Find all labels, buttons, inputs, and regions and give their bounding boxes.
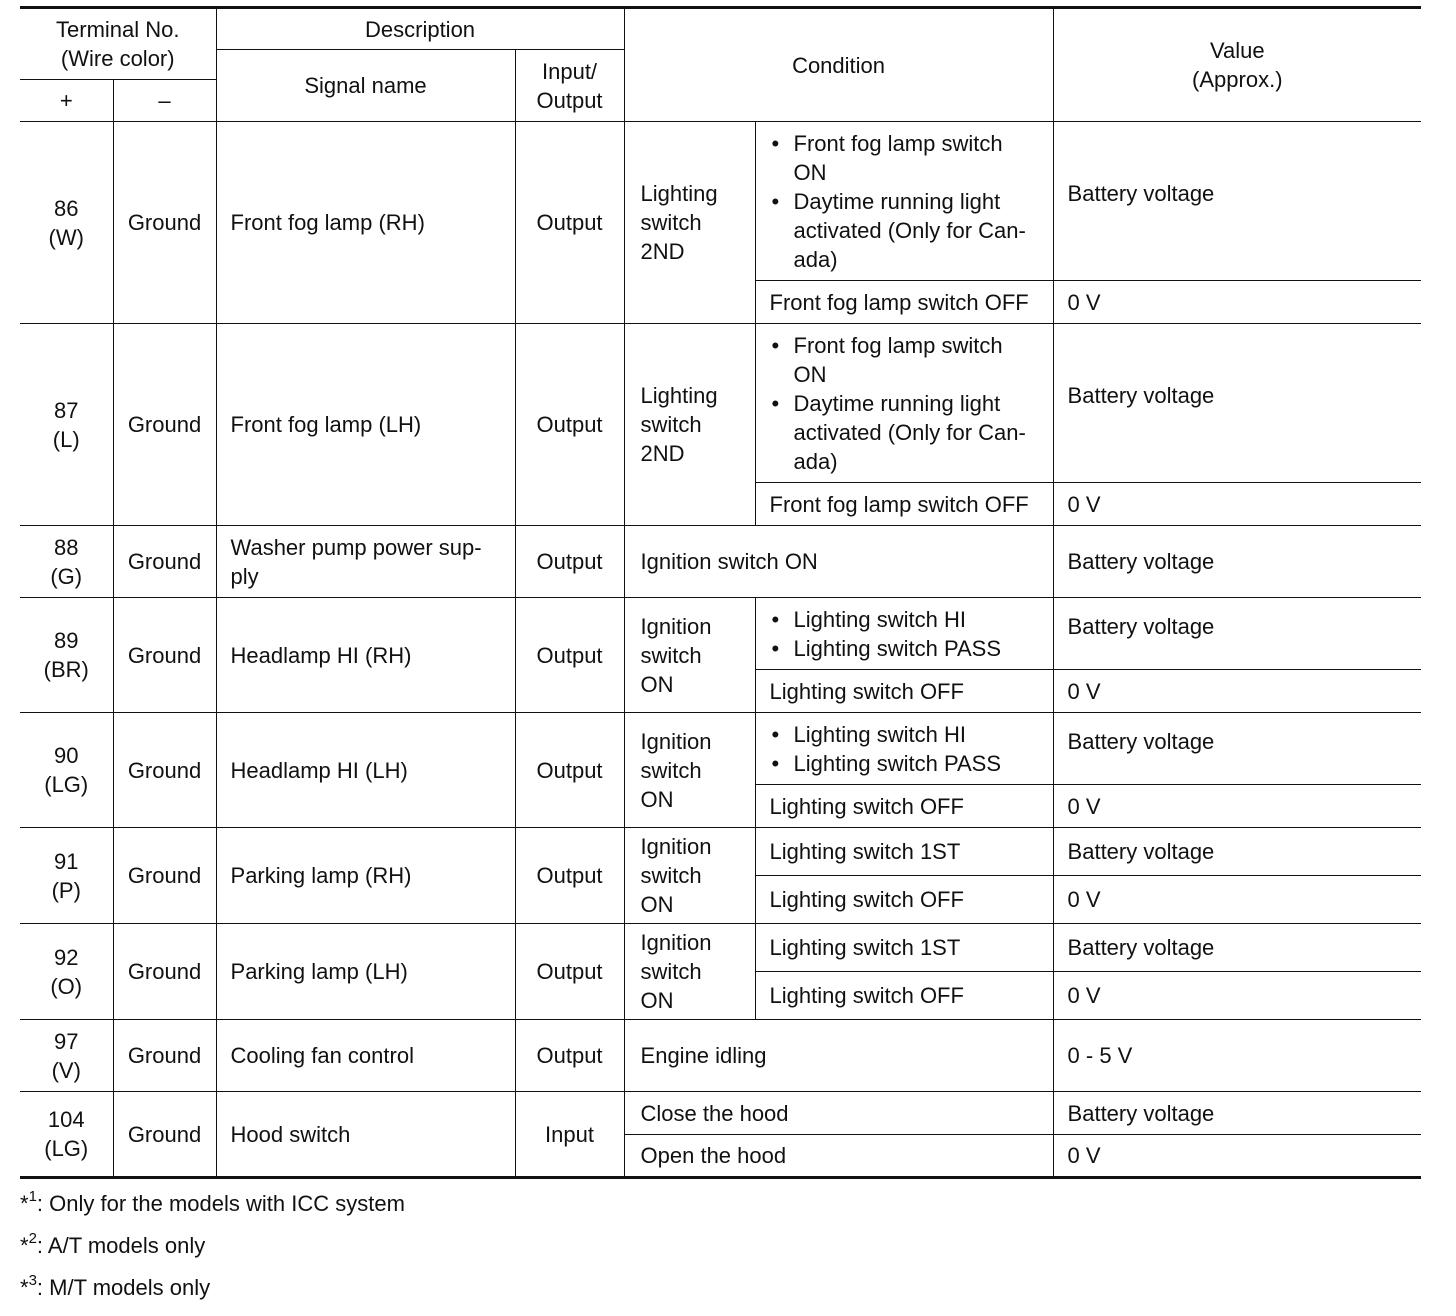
signal-name-cell: Cooling fan control <box>216 1020 515 1092</box>
input-output-cell: Output <box>515 828 624 924</box>
condition-main-cell: Ignition switch ON <box>624 924 755 1020</box>
table-row <box>20 598 1421 670</box>
ground-cell: Ground <box>113 924 216 1020</box>
footnote-text: : A/T models only <box>36 1233 206 1258</box>
table-row <box>20 324 1421 483</box>
terminal-cell: 104 (LG) <box>20 1092 113 1178</box>
value-cell: Battery voltage <box>1053 324 1421 483</box>
ground-cell: Ground <box>113 324 216 526</box>
condition-main-cell: Ignition switch ON <box>624 598 755 713</box>
header-input-output: Input/ Output <box>515 50 624 122</box>
ground-cell: Ground <box>113 526 216 598</box>
condition-bullet-item: • Lighting switch HI <box>770 720 1039 749</box>
input-output-cell: Output <box>515 1020 624 1092</box>
table-row <box>20 526 1421 598</box>
condition-detail-cell <box>755 713 1053 785</box>
table-row <box>20 713 1421 785</box>
ground-cell: Ground <box>113 713 216 828</box>
condition-bullet-item: • Lighting switch HI <box>770 605 1039 634</box>
header-terminal: Terminal No. (Wire color) <box>20 8 216 80</box>
connector-terminal-document <box>20 6 1421 1316</box>
condition-bullet-list <box>770 331 1039 476</box>
condition-detail-cell: Lighting switch OFF <box>755 972 1053 1020</box>
table-row <box>20 1020 1421 1092</box>
table-row <box>20 1092 1421 1135</box>
terminal-cell: 91 (P) <box>20 828 113 924</box>
condition-bullet-list <box>770 129 1039 274</box>
header-value: Value (Approx.) <box>1053 8 1421 122</box>
condition-cell: Ignition switch ON <box>624 526 1053 598</box>
terminal-value-table <box>20 6 1421 1179</box>
value-cell: 0 V <box>1053 1135 1421 1178</box>
signal-name-cell: Washer pump power sup-ply <box>216 526 515 598</box>
ground-cell: Ground <box>113 598 216 713</box>
value-cell: 0 V <box>1053 670 1421 713</box>
header-plus: + <box>20 80 113 122</box>
ground-cell: Ground <box>113 828 216 924</box>
condition-detail-cell: Lighting switch OFF <box>755 670 1053 713</box>
value-cell: 0 V <box>1053 281 1421 324</box>
signal-name-cell: Headlamp HI (LH) <box>216 713 515 828</box>
value-cell: 0 V <box>1053 972 1421 1020</box>
input-output-cell: Input <box>515 1092 624 1178</box>
value-cell: Battery voltage <box>1053 828 1421 876</box>
condition-detail-cell <box>755 598 1053 670</box>
condition-detail-cell <box>755 122 1053 281</box>
condition-cell: Open the hood <box>624 1135 1053 1178</box>
terminal-cell: 86 (W) <box>20 122 113 324</box>
header-description: Description <box>216 8 624 50</box>
condition-detail-cell: Lighting switch OFF <box>755 876 1053 924</box>
condition-main-cell: Lighting switch 2ND <box>624 324 755 526</box>
condition-bullet-item: • Daytime running light activated (Only for Can-ada) <box>770 187 1039 274</box>
condition-main-cell: Ignition switch ON <box>624 828 755 924</box>
condition-detail-cell <box>755 324 1053 483</box>
input-output-cell: Output <box>515 122 624 324</box>
footnote <box>20 1271 1421 1302</box>
footnote <box>20 1229 1421 1260</box>
condition-detail-cell: Lighting switch 1ST <box>755 828 1053 876</box>
value-cell: 0 V <box>1053 483 1421 526</box>
signal-name-cell: Front fog lamp (RH) <box>216 122 515 324</box>
input-output-cell: Output <box>515 924 624 1020</box>
value-cell: Battery voltage <box>1053 713 1421 785</box>
condition-bullet-item: • Lighting switch PASS <box>770 749 1039 778</box>
footnote-number: 1 <box>28 1187 37 1205</box>
condition-bullet-item: • Lighting switch PASS <box>770 634 1039 663</box>
condition-detail-cell: Front fog lamp switch OFF <box>755 281 1053 324</box>
signal-name-cell: Parking lamp (RH) <box>216 828 515 924</box>
value-cell: Battery voltage <box>1053 122 1421 281</box>
table-row <box>20 122 1421 281</box>
condition-bullet-item: • Daytime running light activated (Only for Can-ada) <box>770 389 1039 476</box>
table-row <box>20 828 1421 876</box>
condition-cell: Close the hood <box>624 1092 1053 1135</box>
value-cell: Battery voltage <box>1053 598 1421 670</box>
footnote-mark: * <box>20 1191 29 1216</box>
header-condition: Condition <box>624 8 1053 122</box>
footnote-text: : M/T models only <box>36 1275 211 1300</box>
condition-cell: Engine idling <box>624 1020 1053 1092</box>
ground-cell: Ground <box>113 122 216 324</box>
condition-bullet-item: • Front fog lamp switch ON <box>770 129 1039 187</box>
terminal-cell: 88 (G) <box>20 526 113 598</box>
signal-name-cell: Hood switch <box>216 1092 515 1178</box>
ground-cell: Ground <box>113 1020 216 1092</box>
terminal-cell: 89 (BR) <box>20 598 113 713</box>
condition-bullet-list <box>770 720 1039 778</box>
signal-name-cell: Front fog lamp (LH) <box>216 324 515 526</box>
footnote-mark: * <box>20 1233 29 1258</box>
value-cell: 0 - 5 V <box>1053 1020 1421 1092</box>
condition-bullet-list <box>770 605 1039 663</box>
input-output-cell: Output <box>515 324 624 526</box>
input-output-cell: Output <box>515 526 624 598</box>
signal-name-cell: Headlamp HI (RH) <box>216 598 515 713</box>
ground-cell: Ground <box>113 1092 216 1178</box>
condition-detail-cell: Lighting switch 1ST <box>755 924 1053 972</box>
table-row <box>20 924 1421 972</box>
terminal-cell: 92 (O) <box>20 924 113 1020</box>
value-cell: 0 V <box>1053 785 1421 828</box>
terminal-cell: 90 (LG) <box>20 713 113 828</box>
value-cell: Battery voltage <box>1053 1092 1421 1135</box>
input-output-cell: Output <box>515 713 624 828</box>
header-minus: – <box>113 80 216 122</box>
footnote-number: 3 <box>28 1271 37 1289</box>
value-cell: Battery voltage <box>1053 526 1421 598</box>
value-cell: Battery voltage <box>1053 924 1421 972</box>
condition-main-cell: Ignition switch ON <box>624 713 755 828</box>
condition-main-cell: Lighting switch 2ND <box>624 122 755 324</box>
terminal-cell: 87 (L) <box>20 324 113 526</box>
footnote <box>20 1187 1421 1218</box>
footnote-number: 2 <box>28 1229 37 1247</box>
footnote-mark: * <box>20 1275 29 1300</box>
signal-name-cell: Parking lamp (LH) <box>216 924 515 1020</box>
condition-detail-cell: Front fog lamp switch OFF <box>755 483 1053 526</box>
header-signal-name: Signal name <box>216 50 515 122</box>
condition-bullet-item: • Front fog lamp switch ON <box>770 331 1039 389</box>
condition-detail-cell: Lighting switch OFF <box>755 785 1053 828</box>
value-cell: 0 V <box>1053 876 1421 924</box>
input-output-cell: Output <box>515 598 624 713</box>
footnotes <box>20 1187 1421 1302</box>
footnote-text: : Only for the models with ICC system <box>36 1191 405 1216</box>
terminal-cell: 97 (V) <box>20 1020 113 1092</box>
